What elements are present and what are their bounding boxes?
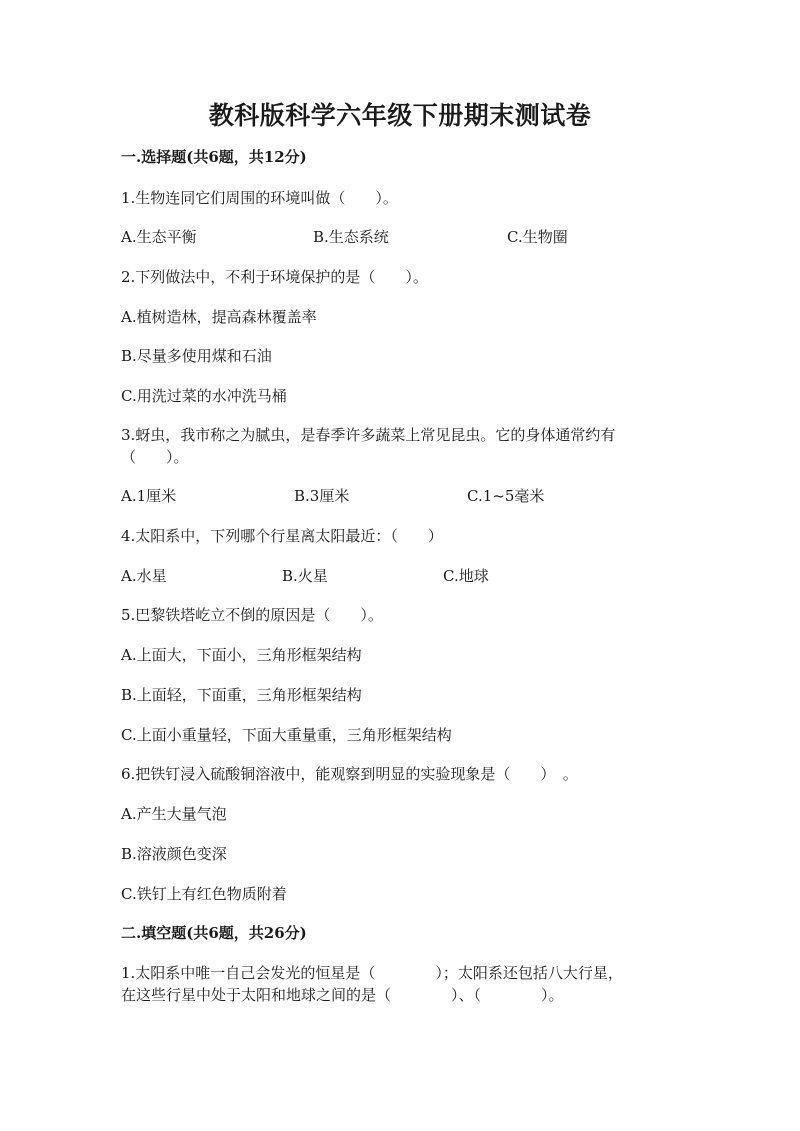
question-6-option-a: A.产生大量气泡: [121, 805, 227, 823]
question-1-stem: 1.生物连同它们周围的环境叫做（ ）。: [121, 189, 398, 207]
fill-question-1-line2: 在这些行星中处于太阳和地球之间的是（ ）、（ ）。: [121, 986, 564, 1004]
question-1-option-c: C.生物圈: [507, 228, 568, 246]
question-2-stem: 2.下列做法中，不利于环境保护的是（ ）。: [121, 268, 428, 286]
question-3-stem-line2: （ ）。: [121, 448, 189, 466]
question-1-option-a: A.生态平衡: [121, 228, 197, 246]
question-2-option-b: B.尽量多使用煤和石油: [121, 347, 272, 365]
question-6-option-b: B.溶液颜色变深: [121, 845, 227, 863]
question-4-option-a: A.水星: [121, 567, 167, 585]
question-5-option-b: B.上面轻，下面重，三角形框架结构: [121, 686, 362, 704]
question-2-option-a: A.植树造林，提高森林覆盖率: [121, 308, 317, 326]
question-4-option-b: B.火星: [282, 567, 328, 585]
question-3-stem-line1: 3.蚜虫，我市称之为腻虫，是春季许多蔬菜上常见昆虫。它的身体通常约有: [121, 426, 616, 444]
question-5-option-c: C.上面小重量轻，下面大重量重，三角形框架结构: [121, 726, 452, 744]
question-4-option-c: C.地球: [443, 567, 489, 585]
question-6-option-c: C.铁钉上有红色物质附着: [121, 885, 287, 903]
section-heading-fill-blank: 二.填空题(共6题，共26分): [121, 924, 307, 942]
question-3-option-a: A.1厘米: [121, 487, 177, 505]
section-heading-choice: 一.选择题(共6题，共12分): [121, 148, 307, 166]
page-title: 教科版科学六年级下册期末测试卷: [208, 101, 592, 130]
question-5-option-a: A.上面大，下面小，三角形框架结构: [121, 646, 362, 664]
question-6-stem: 6.把铁钉浸入硫酸铜溶液中，能观察到明显的实验现象是（ ） 。: [121, 765, 578, 783]
fill-question-1-line1: 1.太阳系中唯一自己会发光的恒星是（ ）；太阳系还包括八大行星，: [121, 964, 623, 982]
question-5-stem: 5.巴黎铁塔屹立不倒的原因是（ ）。: [121, 606, 383, 624]
question-2-option-c: C.用洗过菜的水冲洗马桶: [121, 387, 287, 405]
question-1-option-b: B.生态系统: [313, 228, 389, 246]
question-4-stem: 4.太阳系中，下列哪个行星离太阳最近：（ ）: [121, 527, 443, 545]
question-3-option-b: B.3厘米: [294, 487, 350, 505]
question-3-option-c: C.1~5毫米: [467, 487, 545, 505]
